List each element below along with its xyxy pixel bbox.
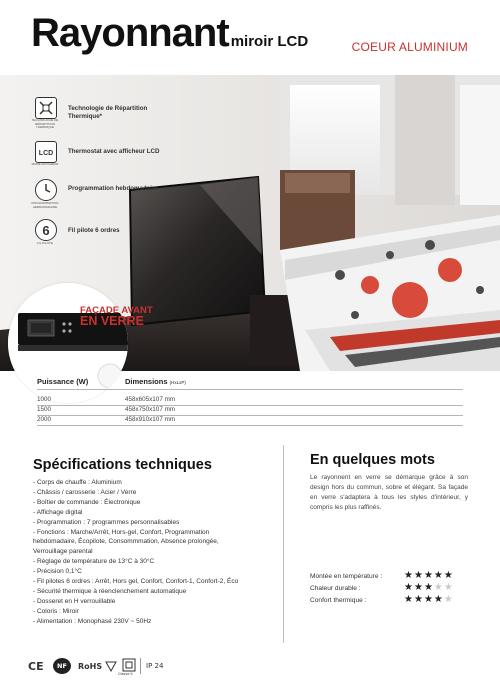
- list-item: - Programmation : 7 programmes personnalisables: [33, 518, 180, 526]
- feature-label: Programmation hebdomadaire: [68, 185, 158, 192]
- glass-front-badge: [80, 306, 153, 326]
- star-rating-icon: [404, 583, 454, 593]
- rating-thermal-comfort: [310, 596, 470, 606]
- star-icon: ★: [433, 582, 444, 593]
- class-ii-label: Classe II: [118, 672, 133, 676]
- list-item: Verrouillage parental: [33, 548, 93, 556]
- header-dimensions: Dimensions (HxLxP): [125, 377, 186, 386]
- feature-caption: FIL PILOTE: [37, 241, 53, 245]
- badge-line-1: FAÇADE AVANT: [80, 305, 153, 316]
- list-item: - Fonctions : Marche/Arrêt, Hors-gel, Confort, Programmation: [33, 528, 210, 536]
- star-icon: ★: [423, 594, 434, 605]
- list-item: hebdomadaire, Écopilote, Consommmation, Absence prolongée,: [33, 538, 219, 546]
- row-dims: 458x605x107 mm: [125, 396, 176, 403]
- list-item: - Corps de chauffe : Aluminium: [33, 479, 122, 486]
- header-dimensions-unit: (HxLxP): [169, 380, 186, 385]
- list-item: - Dosseret en H verrouillable: [33, 597, 116, 605]
- list-item: - Sécurité thermique à réenclenchement automatique: [33, 587, 187, 595]
- summary-section: [310, 451, 468, 513]
- pilot-wire-icon: [35, 219, 57, 241]
- star-icon: ★: [404, 570, 414, 581]
- certification-footer: [0, 655, 500, 685]
- list-item: - Fil pilotes 6 ordres : Arrêt, Hors gel, Confort, Confort-1, Confort-2, Éco: [33, 578, 239, 586]
- star-icon: ★: [443, 570, 454, 581]
- nf-mark-icon: NF: [53, 658, 71, 674]
- star-icon: ★: [404, 594, 414, 605]
- header: [0, 0, 500, 75]
- rating-heat-up: [310, 572, 470, 582]
- clock-icon: [35, 179, 57, 201]
- technical-specs: [33, 456, 278, 627]
- summary-text: Le rayonnent en verre se démarque grâce à son design hors du commun, sobre et élégant. Sa façade en verre s'adaptera à tous les styles d'intérieur, y compris les plus raffinés.: [310, 474, 468, 511]
- feature-label: Fil pilote 6 ordres: [68, 227, 120, 234]
- ce-mark-icon: CE: [28, 660, 44, 673]
- svg-text:LCD: LCD: [38, 150, 54, 157]
- star-icon: ★: [423, 582, 434, 593]
- star-rating-icon: [404, 595, 454, 605]
- rating-label: Chaleur durable :: [310, 585, 361, 592]
- rating-label: Confort thermique :: [310, 597, 367, 604]
- star-icon: ★: [413, 582, 424, 593]
- svg-text:6: 6: [42, 223, 50, 238]
- lcd-display-icon: [35, 141, 57, 163]
- rating-durable-heat: [310, 584, 470, 594]
- badge-line-2: EN VERRE: [80, 314, 144, 328]
- row-dims: 458x750x107 mm: [125, 406, 176, 413]
- star-icon: ★: [413, 570, 424, 581]
- product-subtitle: miroir LCD: [230, 33, 309, 50]
- row-power: 2000: [37, 416, 52, 423]
- feature-label: Technologie de Répartition Thermique*: [68, 105, 148, 120]
- rating-label: Montée en température :: [310, 573, 383, 580]
- rohs-mark-icon: RoHS: [78, 662, 103, 671]
- summary-title: En quelques mots: [310, 452, 435, 468]
- row-power: 1000: [37, 396, 52, 403]
- list-item: - Affichage digital: [33, 508, 83, 516]
- star-icon: ★: [443, 582, 454, 593]
- star-icon: ★: [443, 594, 454, 605]
- feature-label: Thermostat avec afficheur LCD: [68, 148, 160, 155]
- list-item: - Précision 0,1°C: [33, 568, 82, 576]
- star-icon: ★: [413, 594, 424, 605]
- feature-caption: PROGRAMMATION HEBDOMADAIRE: [31, 201, 59, 209]
- column-divider: [283, 445, 284, 643]
- ip-rating-label: IP 24: [146, 662, 164, 670]
- header-power: Puissance (W): [37, 377, 89, 386]
- list-item: - Alimentation : Monophasé 230V ~ 50Hz: [33, 617, 152, 625]
- list-item: - Châssis / carosserie : Acier / Verre: [33, 488, 137, 496]
- star-icon: ★: [433, 594, 444, 605]
- product-title: Rayonnant miroir LCD: [31, 11, 309, 55]
- core-tagline: COEUR ALUMINIUM: [351, 40, 468, 54]
- feature-caption: TECHNOLOGIE DE RÉPARTITION THERMIQUE: [31, 118, 59, 129]
- list-item: - Réglage de température de 13°C à 30°C: [33, 558, 155, 566]
- row-dims: 458x910x107 mm: [125, 416, 176, 423]
- heat-distribution-icon: [35, 97, 57, 119]
- star-rating-icon: [404, 571, 454, 581]
- row-power: 1500: [37, 406, 52, 413]
- table-row: [37, 414, 463, 425]
- list-item: - Coloris : Miroir: [33, 607, 79, 615]
- feature-caption: MODE AFFICHEUR: [31, 162, 59, 166]
- specs-list: [33, 478, 278, 627]
- list-item: - Boîtier de commande : Électronique: [33, 498, 141, 506]
- star-icon: ★: [404, 582, 414, 593]
- specs-title: Spécifications techniques: [33, 457, 212, 473]
- triangle-warning-icon: [105, 658, 117, 670]
- star-icon: ★: [433, 570, 444, 581]
- class-ii-icon: [122, 657, 136, 671]
- star-icon: ★: [423, 570, 434, 581]
